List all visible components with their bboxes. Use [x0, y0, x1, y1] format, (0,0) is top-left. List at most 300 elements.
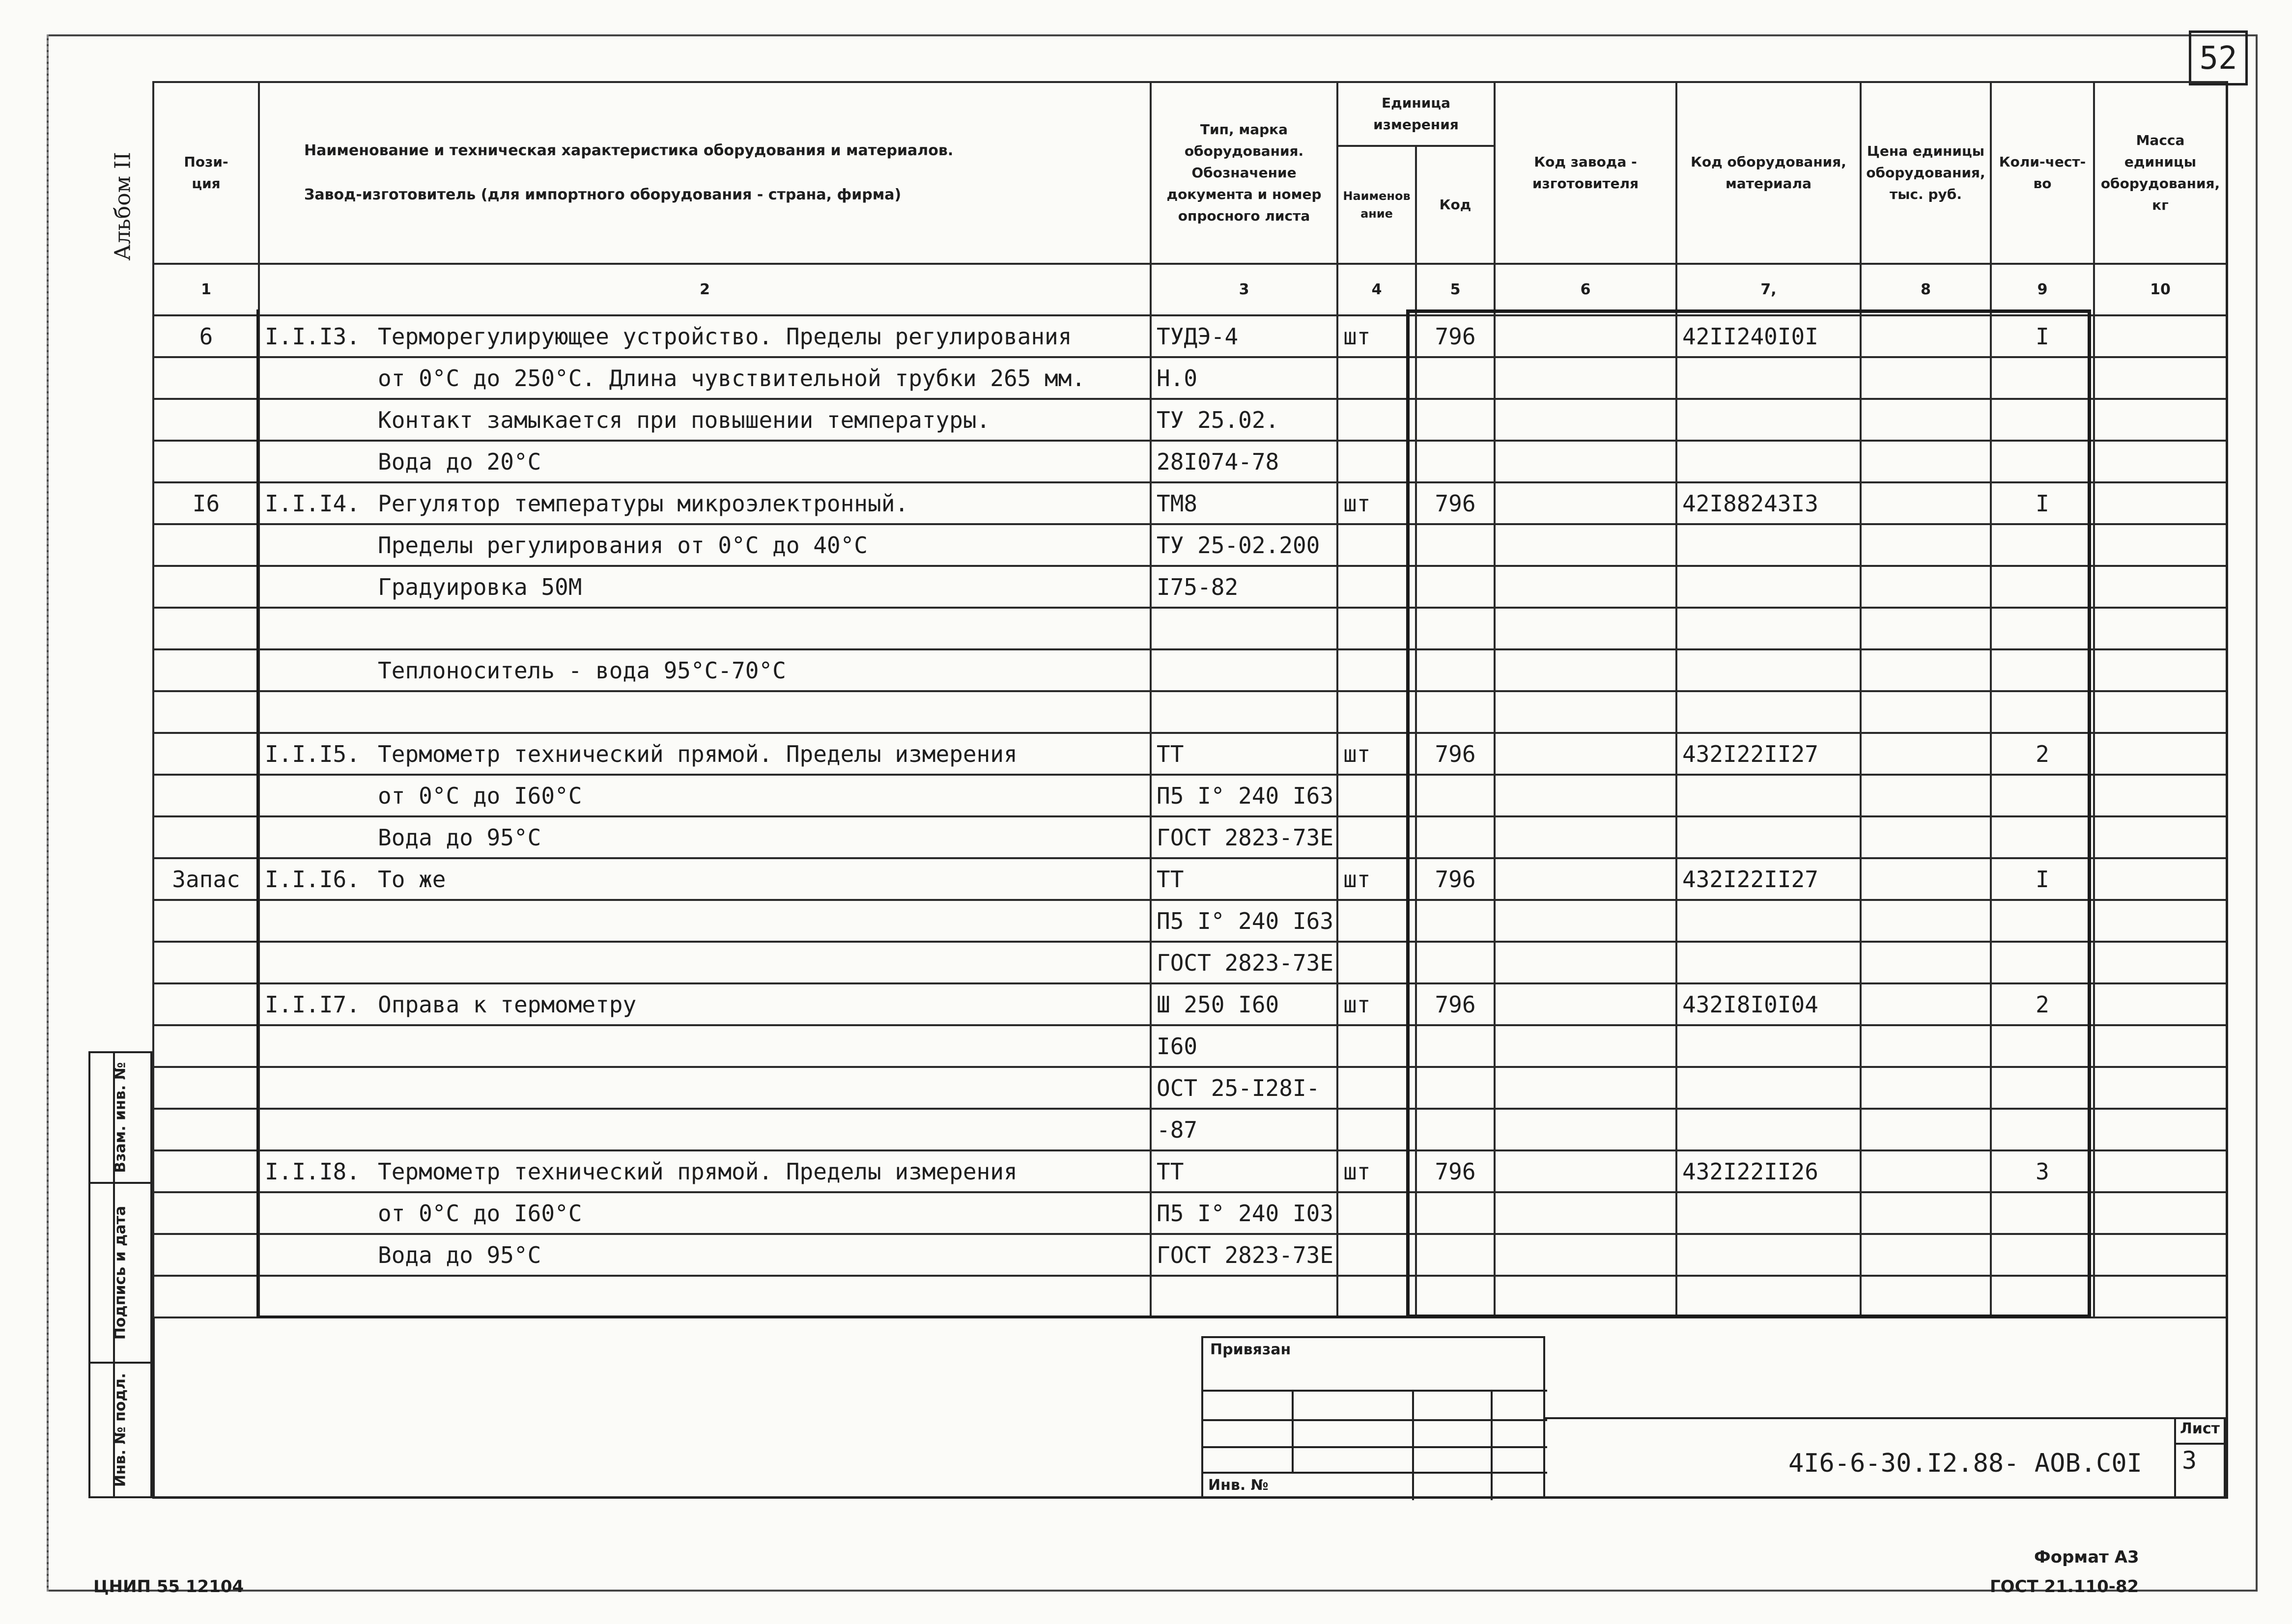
- cell-unit-name: [1337, 608, 1416, 649]
- cell-price: [1861, 315, 1991, 357]
- cell-name: [259, 315, 1151, 357]
- cell-position: [153, 357, 259, 399]
- binding-stamp: [1201, 1336, 1545, 1498]
- cell-equipment-code: [1676, 942, 1861, 983]
- cell-quantity: [1991, 524, 2094, 566]
- cell-price: [1861, 1025, 1991, 1067]
- cell-factory-code: [1495, 482, 1676, 524]
- cell-unit-code: 796: [1416, 1150, 1495, 1192]
- cell-equipment-code: [1676, 566, 1861, 608]
- cell-price: [1861, 900, 1991, 942]
- cell-name: [259, 858, 1151, 900]
- table-row: [153, 649, 2227, 691]
- cell-name: [259, 900, 1151, 942]
- cell-name: [259, 1150, 1151, 1192]
- cell-mass: [2094, 524, 2227, 566]
- cell-mass: [2094, 1234, 2227, 1276]
- cell-type: П5 I° 240 I03: [1151, 1192, 1337, 1234]
- cell-unit-name: [1337, 1276, 1416, 1317]
- cell-factory-code: [1495, 775, 1676, 816]
- cell-type: 28I074-78: [1151, 441, 1337, 482]
- cell-factory-code: [1495, 441, 1676, 482]
- cell-quantity: [1991, 566, 2094, 608]
- sheet-list-value: 3: [2182, 1446, 2197, 1475]
- cell-name: [259, 441, 1151, 482]
- header-factory-code: Код завода - изготовителя: [1495, 82, 1676, 264]
- cell-factory-code: [1495, 357, 1676, 399]
- side-strip-divider: [113, 1051, 115, 1498]
- item-number: I.I.I4.: [265, 490, 360, 517]
- cell-mass: [2094, 1276, 2227, 1317]
- cell-factory-code: [1495, 399, 1676, 441]
- cell-type: ТУДЭ-4: [1151, 315, 1337, 357]
- cell-quantity: [1991, 1025, 2094, 1067]
- cell-mass: [2094, 733, 2227, 775]
- cell-position: [153, 441, 259, 482]
- item-description: Термометр технический прямой. Пределы измерения: [378, 1158, 1018, 1185]
- cell-equipment-code: 42II240I0I: [1676, 315, 1861, 357]
- cell-mass: [2094, 1192, 2227, 1234]
- cell-unit-code: [1416, 1192, 1495, 1234]
- table-row: [153, 482, 2227, 524]
- cell-unit-code: [1416, 942, 1495, 983]
- cell-quantity: [1991, 900, 2094, 942]
- cell-name: [259, 399, 1151, 441]
- cell-type: ТТ: [1151, 858, 1337, 900]
- cell-price: [1861, 524, 1991, 566]
- cell-unit-code: [1416, 691, 1495, 733]
- item-description: То же: [378, 866, 446, 893]
- format-label: Формат А3: [2034, 1547, 2139, 1567]
- cell-unit-name: [1337, 357, 1416, 399]
- cell-unit-code: [1416, 357, 1495, 399]
- table-row: [153, 1276, 2227, 1317]
- cell-mass: [2094, 900, 2227, 942]
- cell-quantity: [1991, 691, 2094, 733]
- cell-quantity: [1991, 649, 2094, 691]
- header-price: Цена единицы оборудования, тыс. руб.: [1861, 82, 1991, 264]
- side-label-sign-date: Подпись и дата: [112, 1205, 129, 1340]
- cell-price: [1861, 482, 1991, 524]
- cell-name: [259, 1109, 1151, 1150]
- side-label-inv-orig: Инв. № подл.: [112, 1372, 129, 1487]
- cell-quantity: 3: [1991, 1150, 2094, 1192]
- cell-factory-code: [1495, 608, 1676, 649]
- cell-mass: [2094, 399, 2227, 441]
- cell-name: [259, 1234, 1151, 1276]
- column-number-5: 5: [1416, 264, 1495, 315]
- column-number-4: 4: [1337, 264, 1416, 315]
- table-row: [153, 1150, 2227, 1192]
- cell-mass: [2094, 482, 2227, 524]
- cell-unit-name: [1337, 399, 1416, 441]
- side-stamp-strip: [88, 1051, 152, 1498]
- cell-position: [153, 1234, 259, 1276]
- header-unit-name: Наименование: [1337, 146, 1416, 264]
- cell-price: [1861, 983, 1991, 1025]
- cell-factory-code: [1495, 983, 1676, 1025]
- cell-name: [259, 357, 1151, 399]
- item-number: I.I.I7.: [265, 991, 360, 1018]
- cell-type: П5 I° 240 I63: [1151, 900, 1337, 942]
- cell-equipment-code: [1676, 1192, 1861, 1234]
- cut-line: [47, 34, 49, 1592]
- item-number: I.I.I3.: [265, 323, 360, 350]
- header-quantity: Коли-чест-во: [1991, 82, 2094, 264]
- cell-price: [1861, 1234, 1991, 1276]
- cell-price: [1861, 608, 1991, 649]
- table-row: [153, 1109, 2227, 1150]
- cell-name: [259, 608, 1151, 649]
- cell-name: [259, 1025, 1151, 1067]
- cell-type: Ш 250 I60: [1151, 983, 1337, 1025]
- cell-price: [1861, 1109, 1991, 1150]
- cell-position: [153, 900, 259, 942]
- item-description: Вода до 20°С: [378, 448, 541, 475]
- item-number: I.I.I6.: [265, 866, 360, 893]
- cell-unit-name: [1337, 1192, 1416, 1234]
- cell-type: ТУ 25-02.200: [1151, 524, 1337, 566]
- standard-label: ГОСТ 21.110-82: [1990, 1577, 2139, 1596]
- cell-factory-code: [1495, 524, 1676, 566]
- cell-unit-name: [1337, 566, 1416, 608]
- cell-position: [153, 691, 259, 733]
- album-label: Альбом II: [110, 152, 136, 261]
- cell-equipment-code: [1676, 399, 1861, 441]
- binding-stamp-inv: Инв. №: [1208, 1477, 1269, 1494]
- table-row: [153, 1025, 2227, 1067]
- cell-position: [153, 1150, 259, 1192]
- item-description: Теплоноситель - вода 95°С-70°С: [378, 657, 786, 684]
- cell-factory-code: [1495, 733, 1676, 775]
- cell-mass: [2094, 357, 2227, 399]
- cell-mass: [2094, 816, 2227, 858]
- cell-price: [1861, 399, 1991, 441]
- cell-type: I60: [1151, 1025, 1337, 1067]
- cell-factory-code: [1495, 1025, 1676, 1067]
- cell-position: I6: [153, 482, 259, 524]
- cell-quantity: I: [1991, 315, 2094, 357]
- cell-equipment-code: [1676, 357, 1861, 399]
- cell-factory-code: [1495, 649, 1676, 691]
- cell-quantity: [1991, 1234, 2094, 1276]
- cell-unit-name: шт: [1337, 1150, 1416, 1192]
- table-row: [153, 1067, 2227, 1109]
- cell-quantity: [1991, 1192, 2094, 1234]
- side-cell-inv-replace: [88, 1051, 152, 1184]
- cell-unit-name: [1337, 1109, 1416, 1150]
- cell-unit-name: [1337, 1025, 1416, 1067]
- cell-position: [153, 983, 259, 1025]
- cell-unit-code: [1416, 608, 1495, 649]
- cell-factory-code: [1495, 1067, 1676, 1109]
- cell-quantity: 2: [1991, 983, 2094, 1025]
- left-frame-line: [152, 1318, 155, 1499]
- header-mass: Масса единицы оборудования, кг: [2094, 82, 2227, 264]
- cell-type: [1151, 649, 1337, 691]
- cell-mass: [2094, 315, 2227, 357]
- column-number-7: 7,: [1676, 264, 1861, 315]
- cell-unit-name: шт: [1337, 315, 1416, 357]
- cell-unit-code: 796: [1416, 983, 1495, 1025]
- cell-price: [1861, 733, 1991, 775]
- column-number-1: 1: [153, 264, 259, 315]
- binding-stamp-title: Привязан: [1210, 1341, 1291, 1358]
- cell-equipment-code: [1676, 691, 1861, 733]
- cell-quantity: [1991, 1067, 2094, 1109]
- cell-unit-name: [1337, 942, 1416, 983]
- item-number: I.I.I8.: [265, 1158, 360, 1185]
- cell-mass: [2094, 775, 2227, 816]
- table-row: [153, 566, 2227, 608]
- cell-unit-code: 796: [1416, 733, 1495, 775]
- header-unit-code: Код: [1416, 146, 1495, 264]
- cell-equipment-code: [1676, 1276, 1861, 1317]
- cell-type: ТМ8: [1151, 482, 1337, 524]
- cell-unit-name: [1337, 524, 1416, 566]
- cell-quantity: I: [1991, 858, 2094, 900]
- document-number: 4I6-6-30.I2.88- АОВ.С0I: [1788, 1449, 2142, 1478]
- header-position: Пози- ция: [153, 82, 259, 264]
- document-number-block: [1545, 1417, 2181, 1498]
- cell-name: [259, 649, 1151, 691]
- cell-mass: [2094, 858, 2227, 900]
- table-row: [153, 1234, 2227, 1276]
- cell-position: [153, 399, 259, 441]
- item-description: Градуировка 50М: [378, 573, 582, 600]
- print-code: ЦНИП 55 12104: [93, 1577, 244, 1596]
- cell-unit-code: [1416, 441, 1495, 482]
- cell-type: ТТ: [1151, 733, 1337, 775]
- cell-type: I75-82: [1151, 566, 1337, 608]
- cell-unit-code: [1416, 649, 1495, 691]
- item-description: Контакт замыкается при повышении температуры.: [378, 406, 990, 433]
- cell-price: [1861, 942, 1991, 983]
- header-equipment-code: Код оборудования, материала: [1676, 82, 1861, 264]
- cell-name: [259, 942, 1151, 983]
- cell-factory-code: [1495, 1150, 1676, 1192]
- cell-price: [1861, 566, 1991, 608]
- cell-unit-name: [1337, 1067, 1416, 1109]
- cell-price: [1861, 441, 1991, 482]
- cell-equipment-code: 432I22II27: [1676, 733, 1861, 775]
- cell-position: [153, 816, 259, 858]
- cell-type: ТТ: [1151, 1150, 1337, 1192]
- cell-type: ГОСТ 2823-73Е: [1151, 942, 1337, 983]
- cell-equipment-code: [1676, 1234, 1861, 1276]
- cell-position: [153, 1067, 259, 1109]
- cell-type: П5 I° 240 I63: [1151, 775, 1337, 816]
- item-description: Терморегулирующее устройство. Пределы регулирования: [378, 323, 1072, 350]
- cell-type: [1151, 1276, 1337, 1317]
- cell-equipment-code: [1676, 524, 1861, 566]
- item-description: Оправа к термометру: [378, 991, 637, 1018]
- table-row: [153, 816, 2227, 858]
- cell-unit-name: шт: [1337, 858, 1416, 900]
- cell-quantity: [1991, 1109, 2094, 1150]
- column-number-6: 6: [1495, 264, 1676, 315]
- cell-mass: [2094, 649, 2227, 691]
- cell-factory-code: [1495, 816, 1676, 858]
- item-description: от 0°С до I60°С: [378, 782, 582, 809]
- cell-mass: [2094, 1025, 2227, 1067]
- cell-equipment-code: 42I88243I3: [1676, 482, 1861, 524]
- cell-equipment-code: [1676, 775, 1861, 816]
- cell-type: [1151, 691, 1337, 733]
- cell-quantity: [1991, 816, 2094, 858]
- cell-price: [1861, 1150, 1991, 1192]
- cell-unit-name: [1337, 441, 1416, 482]
- cell-quantity: [1991, 608, 2094, 649]
- cell-position: [153, 1192, 259, 1234]
- cell-quantity: [1991, 399, 2094, 441]
- cell-unit-name: [1337, 775, 1416, 816]
- cell-position: Запас: [153, 858, 259, 900]
- cell-position: [153, 649, 259, 691]
- cell-position: [153, 1109, 259, 1150]
- table-row: [153, 858, 2227, 900]
- cell-type: -87: [1151, 1109, 1337, 1150]
- cell-equipment-code: [1676, 608, 1861, 649]
- cell-factory-code: [1495, 900, 1676, 942]
- cell-name: [259, 566, 1151, 608]
- cell-price: [1861, 775, 1991, 816]
- cell-equipment-code: [1676, 649, 1861, 691]
- cell-type: [1151, 608, 1337, 649]
- cell-position: [153, 775, 259, 816]
- item-description: Пределы регулирования от 0°С до 40°С: [378, 532, 868, 559]
- sheet-list-label: Лист: [2176, 1420, 2224, 1445]
- cell-mass: [2094, 1150, 2227, 1192]
- cell-quantity: [1991, 1276, 2094, 1317]
- cell-position: [153, 524, 259, 566]
- cell-mass: [2094, 608, 2227, 649]
- item-description: Регулятор температуры микроэлектронный.: [378, 490, 909, 517]
- cell-unit-code: 796: [1416, 858, 1495, 900]
- table-row: [153, 441, 2227, 482]
- cell-name: [259, 691, 1151, 733]
- table-row: [153, 357, 2227, 399]
- cell-factory-code: [1495, 315, 1676, 357]
- item-description: Термометр технический прямой. Пределы измерения: [378, 740, 1018, 767]
- cell-equipment-code: 432I8I0I04: [1676, 983, 1861, 1025]
- table-row: [153, 733, 2227, 775]
- cell-price: [1861, 1192, 1991, 1234]
- cell-unit-name: [1337, 816, 1416, 858]
- cell-factory-code: [1495, 691, 1676, 733]
- cell-name: [259, 983, 1151, 1025]
- item-description: Вода до 95°С: [378, 1241, 541, 1268]
- cell-unit-name: шт: [1337, 733, 1416, 775]
- cell-equipment-code: [1676, 441, 1861, 482]
- table-row: [153, 775, 2227, 816]
- sheet-number: 52: [2189, 30, 2248, 85]
- cell-unit-name: [1337, 691, 1416, 733]
- table-row: [153, 900, 2227, 942]
- cell-unit-name: [1337, 649, 1416, 691]
- cell-equipment-code: [1676, 1025, 1861, 1067]
- cell-unit-name: шт: [1337, 482, 1416, 524]
- cell-position: [153, 942, 259, 983]
- cell-unit-name: [1337, 900, 1416, 942]
- column-number-9: 9: [1991, 264, 2094, 315]
- table-row: [153, 399, 2227, 441]
- table-row: [153, 524, 2227, 566]
- table-row: [153, 983, 2227, 1025]
- cell-name: [259, 482, 1151, 524]
- specification-table: [152, 81, 2228, 1318]
- cell-name: [259, 524, 1151, 566]
- cell-quantity: [1991, 357, 2094, 399]
- cell-name: [259, 775, 1151, 816]
- header-unit-group: Единица измерения: [1337, 82, 1495, 146]
- cell-quantity: [1991, 942, 2094, 983]
- cell-type: ОСТ 25-I28I-: [1151, 1067, 1337, 1109]
- cell-equipment-code: [1676, 816, 1861, 858]
- table-row: [153, 691, 2227, 733]
- cell-unit-code: [1416, 900, 1495, 942]
- cell-type: ГОСТ 2823-73Е: [1151, 816, 1337, 858]
- column-number-8: 8: [1861, 264, 1991, 315]
- cell-type: Н.0: [1151, 357, 1337, 399]
- cell-factory-code: [1495, 1109, 1676, 1150]
- cell-quantity: 2: [1991, 733, 2094, 775]
- cell-name: [259, 1192, 1151, 1234]
- header-type: Тип, марка оборудования. Обозначение документа и номер опросного листа: [1151, 82, 1337, 264]
- cell-unit-code: [1416, 524, 1495, 566]
- cell-factory-code: [1495, 1234, 1676, 1276]
- sheet-list-box: [2174, 1417, 2226, 1498]
- cell-name: [259, 1276, 1151, 1317]
- cell-factory-code: [1495, 942, 1676, 983]
- cell-unit-code: [1416, 1067, 1495, 1109]
- cell-name: [259, 733, 1151, 775]
- cell-position: [153, 1276, 259, 1317]
- cell-unit-code: 796: [1416, 482, 1495, 524]
- cell-equipment-code: [1676, 1109, 1861, 1150]
- cell-position: [153, 733, 259, 775]
- cell-position: [153, 608, 259, 649]
- cell-mass: [2094, 942, 2227, 983]
- column-number-10: 10: [2094, 264, 2227, 315]
- cell-unit-code: [1416, 1109, 1495, 1150]
- cell-price: [1861, 1067, 1991, 1109]
- cell-price: [1861, 1276, 1991, 1317]
- cell-unit-code: 796: [1416, 315, 1495, 357]
- cell-position: [153, 1025, 259, 1067]
- cell-unit-code: [1416, 775, 1495, 816]
- side-label-inv-replace: Взам. инв. №: [112, 1062, 129, 1173]
- cell-unit-code: [1416, 399, 1495, 441]
- table-row: [153, 608, 2227, 649]
- cell-unit-name: шт: [1337, 983, 1416, 1025]
- cell-factory-code: [1495, 1276, 1676, 1317]
- cell-mass: [2094, 691, 2227, 733]
- cell-unit-code: [1416, 566, 1495, 608]
- cell-position: [153, 566, 259, 608]
- table-row: [153, 942, 2227, 983]
- cell-equipment-code: [1676, 1067, 1861, 1109]
- cell-unit-code: [1416, 816, 1495, 858]
- cell-name: [259, 816, 1151, 858]
- cell-type: ТУ 25.02.: [1151, 399, 1337, 441]
- side-cell-inv-orig: [88, 1362, 152, 1498]
- cell-equipment-code: 432I22II27: [1676, 858, 1861, 900]
- cell-price: [1861, 357, 1991, 399]
- cell-factory-code: [1495, 858, 1676, 900]
- cell-name: [259, 1067, 1151, 1109]
- cell-factory-code: [1495, 566, 1676, 608]
